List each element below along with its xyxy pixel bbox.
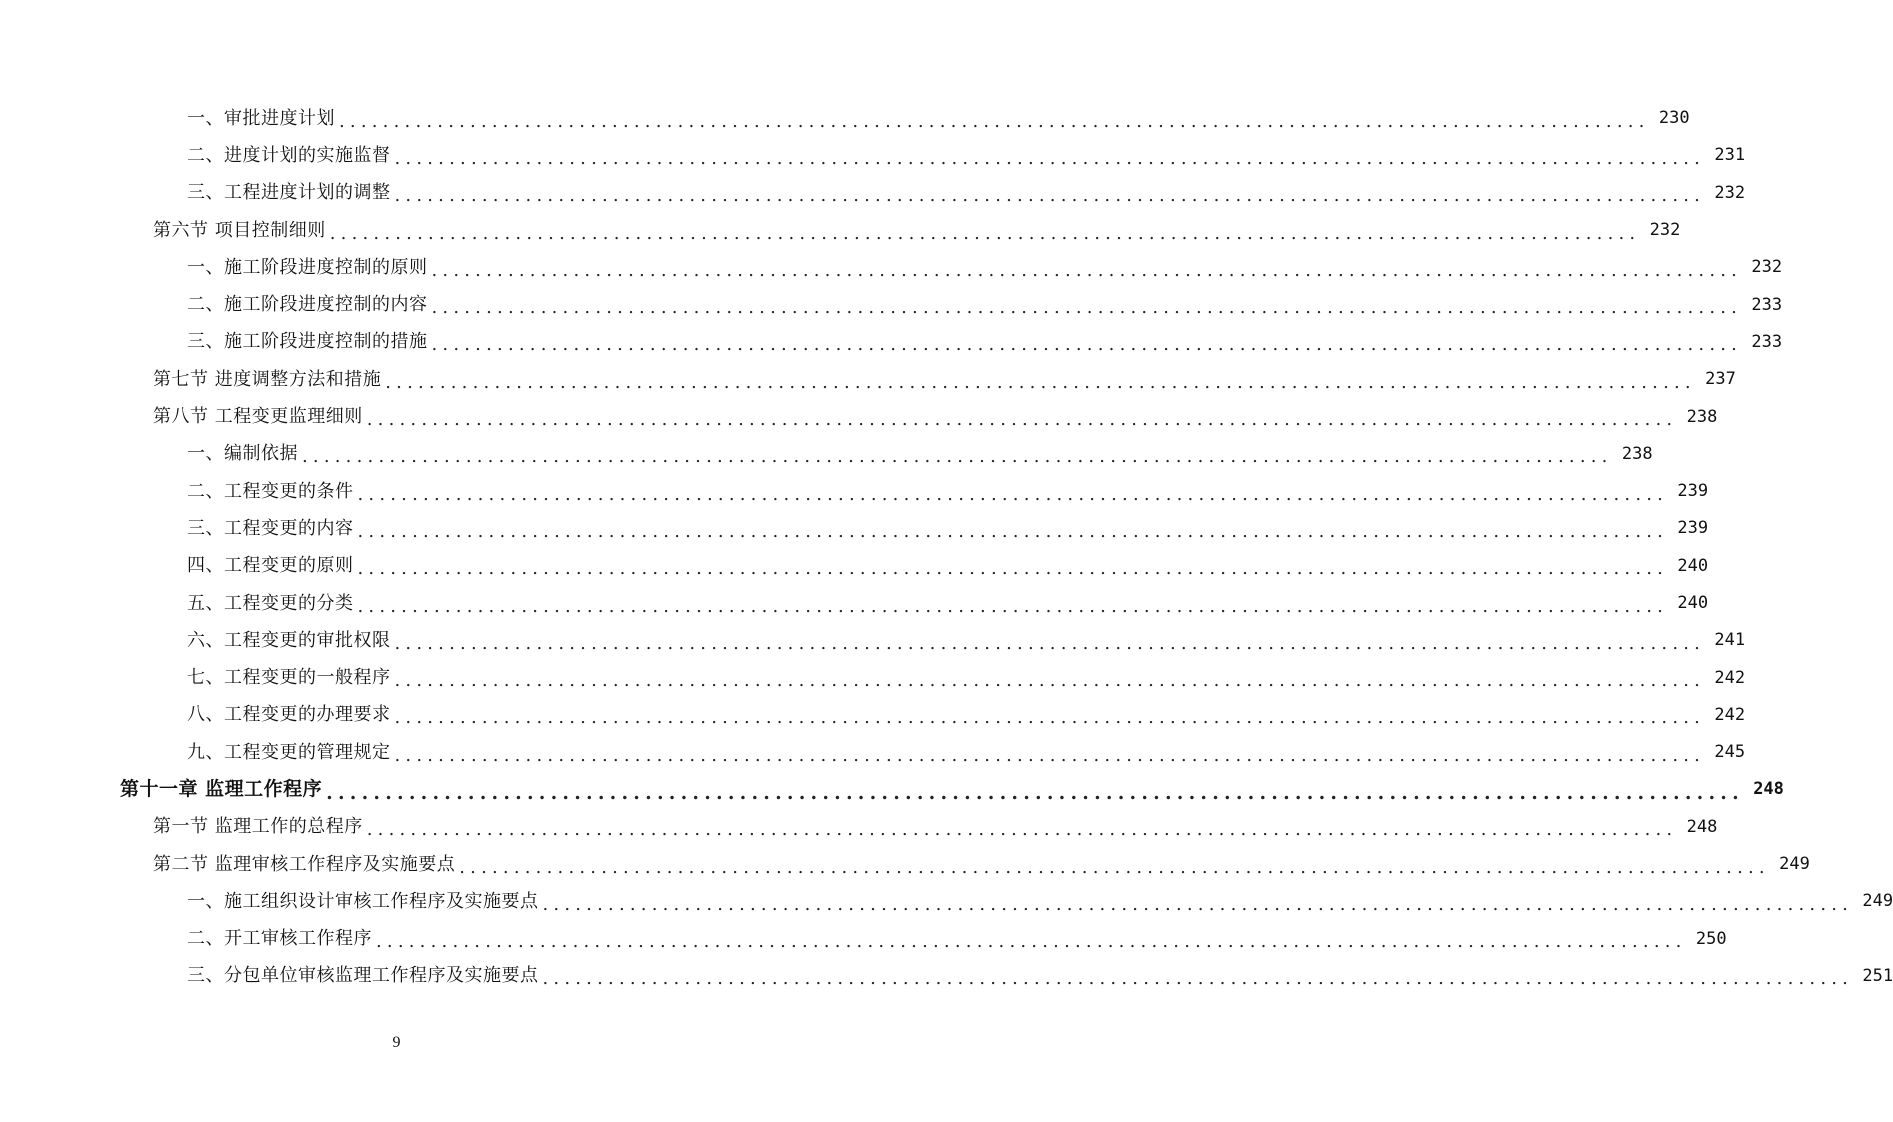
toc-entry-title: 一、审批进度计划 — [187, 107, 335, 129]
toc-entry-page: 233 — [1751, 294, 1783, 315]
toc-entry[interactable] — [0, 921, 1727, 958]
toc-entry-page: 248 — [1753, 779, 1784, 800]
toc-entry-page: 248 — [1686, 816, 1718, 837]
toc-entry[interactable] — [0, 249, 1783, 286]
toc-entry-title: 九、工程变更的管理规定 — [187, 741, 391, 763]
toc-entry[interactable] — [0, 883, 1893, 920]
toc-entry-title: 第一节 监理工作的总程序 — [153, 816, 363, 838]
toc-entry[interactable] — [0, 846, 1810, 883]
toc-entry-title: 五、工程变更的分类 — [187, 592, 354, 614]
toc-entry-title: 二、工程变更的条件 — [187, 480, 354, 502]
toc-entry-page: 242 — [1714, 667, 1746, 688]
toc-entry-title: 七、工程变更的一般程序 — [187, 667, 391, 689]
toc-entry-title: 二、进度计划的实施监督 — [187, 144, 391, 166]
toc-leader-dots: ........................................................................................................................ — [357, 595, 1669, 617]
toc-entry[interactable] — [0, 734, 1746, 771]
toc-entry-title: 三、工程变更的内容 — [187, 517, 354, 539]
toc-chapter-entry[interactable] — [0, 771, 1784, 808]
toc-entry-title: 一、施工阶段进度控制的原则 — [187, 256, 428, 278]
toc-entry-page: 238 — [1621, 443, 1653, 464]
toc-entry-page: 239 — [1677, 518, 1709, 539]
toc-entry[interactable] — [0, 585, 1709, 622]
toc-entry-title: 一、施工组织设计审核工作程序及实施要点 — [187, 890, 539, 912]
toc-leader-dots: ........................................................................................................................ — [394, 744, 1706, 766]
toc-leader-dots: ........................................................................................................................ — [542, 968, 1854, 990]
toc-entry-page: 242 — [1714, 704, 1746, 725]
toc-entry-title: 二、施工阶段进度控制的内容 — [187, 294, 428, 316]
toc-entry[interactable] — [0, 100, 1690, 137]
toc-entry-page: 249 — [1862, 891, 1893, 912]
toc-leader-dots: ........................................................................................................................ — [376, 931, 1687, 953]
toc-entry-page: 240 — [1677, 593, 1709, 613]
toc-entry[interactable] — [0, 398, 1718, 435]
toc-entry[interactable] — [0, 212, 1681, 249]
toc-entry[interactable] — [0, 473, 1709, 510]
toc-leader-dots: ........................................................................................................................ — [357, 558, 1669, 580]
toc-entry-title: 第二节 监理审核工作程序及实施要点 — [153, 853, 456, 875]
toc-entry[interactable] — [0, 510, 1709, 547]
toc-entry-title: 六、工程变更的审批权限 — [187, 629, 391, 651]
table-of-contents — [0, 100, 1893, 995]
toc-entry-page: 250 — [1695, 928, 1727, 949]
toc-entry-page: 239 — [1677, 481, 1709, 502]
toc-entry-title: 三、工程进度计划的调整 — [187, 182, 391, 204]
toc-entry-title: 第六节 项目控制细则 — [153, 219, 326, 241]
toc-entry-title: 四、工程变更的原则 — [187, 555, 354, 577]
toc-entry-title: 八、工程变更的办理要求 — [187, 704, 391, 726]
toc-entry[interactable] — [0, 286, 1783, 323]
toc-leader-dots: ........................................................................................................................ — [542, 893, 1854, 915]
toc-entry[interactable] — [0, 548, 1709, 585]
toc-leader-dots: ........................................................................................................................ — [357, 483, 1669, 505]
toc-leader-dots: ........................................................................................................................ — [394, 147, 1706, 169]
toc-entry-title: 第七节 进度调整方法和措施 — [153, 368, 382, 390]
toc-entry-page: 251 — [1862, 965, 1893, 986]
toc-leader-dots: ........................................................................................................................ — [394, 185, 1706, 207]
toc-leader-dots: ........................................................................................................................ — [431, 334, 1743, 356]
toc-leader-dots: ........................................................................................................................ — [459, 856, 1770, 878]
toc-entry-page: 232 — [1714, 182, 1746, 203]
toc-entry-page: 233 — [1751, 331, 1783, 352]
toc-leader-dots: ........................................................................................................................ — [385, 371, 1696, 393]
toc-entry[interactable] — [0, 436, 1653, 473]
toc-entry-title: 二、开工审核工作程序 — [187, 928, 372, 950]
toc-leader-dots: ........................................................................................................................ — [339, 110, 1650, 132]
toc-entry-page: 245 — [1714, 742, 1746, 763]
toc-entry[interactable] — [0, 137, 1746, 174]
toc-entry[interactable] — [0, 958, 1893, 995]
toc-entry[interactable] — [0, 361, 1736, 398]
toc-entry-page: 237 — [1705, 369, 1736, 390]
toc-leader-dots: ........................................................................................................................ — [394, 632, 1706, 654]
toc-leader-dots: ........................................................................................................................ — [431, 297, 1743, 319]
toc-leader-dots: ........................................................................................................................ — [366, 409, 1678, 431]
toc-entry[interactable] — [0, 622, 1746, 659]
toc-entry-title: 三、施工阶段进度控制的措施 — [187, 331, 428, 353]
toc-entry-page: 231 — [1714, 145, 1746, 166]
toc-entry-page: 241 — [1714, 630, 1746, 651]
toc-leader-dots: ........................................................................................................................ — [394, 670, 1706, 692]
toc-entry[interactable] — [0, 697, 1746, 734]
toc-leader-dots: ........................................................................................................................ — [302, 446, 1613, 468]
toc-entry-page: 240 — [1677, 555, 1709, 576]
toc-entry-title: 第八节 工程变更监理细则 — [153, 406, 363, 428]
toc-entry-title: 第十一章 监理工作程序 — [120, 778, 323, 801]
toc-leader-dots: ........................................................................................................................ — [366, 819, 1678, 841]
toc-entry-title: 三、分包单位审核监理工作程序及实施要点 — [187, 965, 539, 987]
toc-entry-page: 232 — [1751, 257, 1783, 278]
toc-leader-dots: ........................................................................................................................ — [357, 520, 1669, 542]
toc-entry[interactable] — [0, 175, 1746, 212]
toc-leader-dots: ........................................................................................................................ — [329, 222, 1641, 244]
toc-leader-dots: ........................................................................................................................ — [394, 707, 1706, 729]
toc-entry[interactable] — [0, 659, 1746, 696]
toc-leader-dots: ........................................................................................................................ — [326, 781, 1744, 804]
toc-entry-page: 249 — [1779, 854, 1810, 875]
page-number: 9 — [392, 1034, 401, 1051]
toc-entry-page: 230 — [1658, 108, 1690, 129]
toc-entry-title: 一、编制依据 — [187, 443, 298, 465]
toc-entry-page: 232 — [1649, 220, 1681, 241]
toc-entry-page: 238 — [1686, 406, 1718, 427]
toc-leader-dots: ........................................................................................................................ — [431, 259, 1743, 281]
toc-entry[interactable] — [0, 324, 1783, 361]
toc-entry[interactable] — [0, 809, 1718, 846]
